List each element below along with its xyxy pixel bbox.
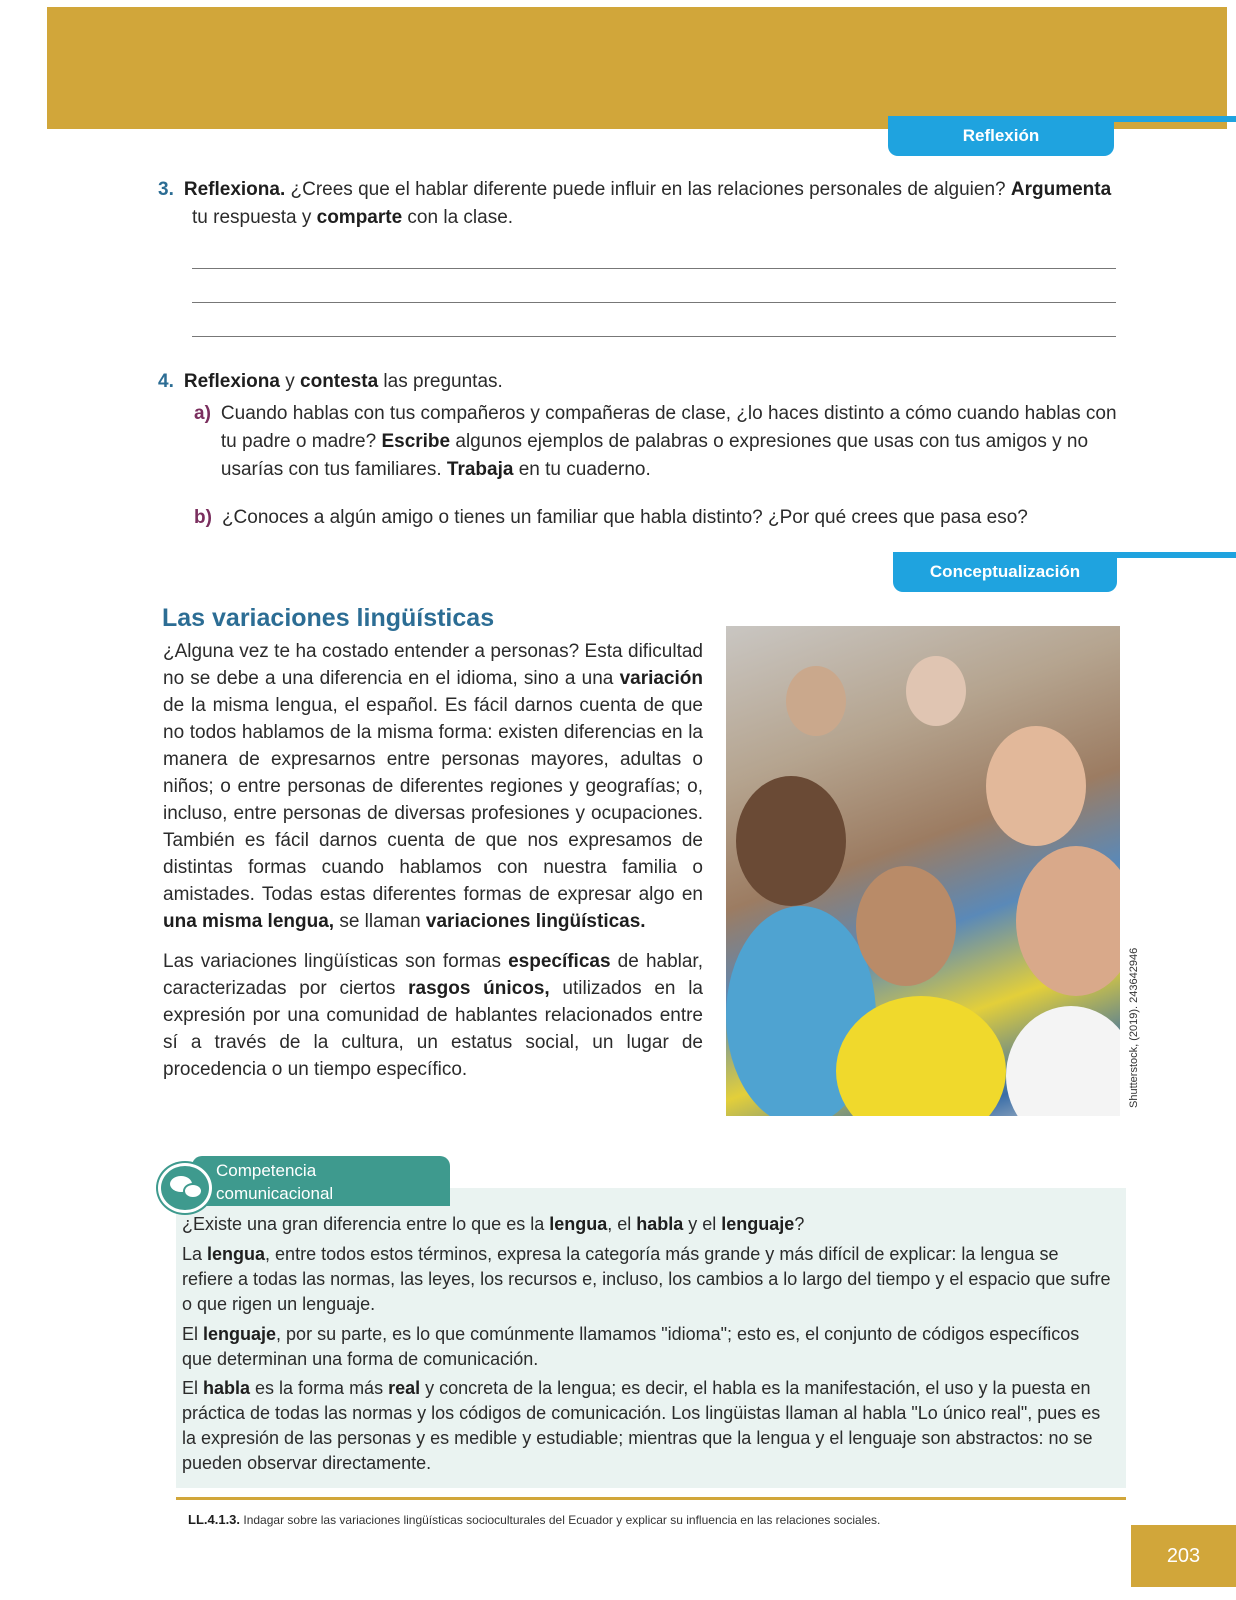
cp4-habla: habla bbox=[203, 1378, 251, 1398]
cp4-text-3: y concreta de la lengua; es decir, el habla es la manifestación, el uso y la puesta en práctica de todas las normas y los códigos de comunicación. Los lingüistas llaman al habla "Lo único real", pues es la expresión de las personas y es medible y estudiable; mientras que la lengua y el lenguaje son abstractos: no se pueden observar directamente. bbox=[182, 1378, 1101, 1473]
p1-text-1: ¿Alguna vez te ha costado entender a personas? Esta dificultad no se debe a una diferencia en el idioma, sino a una bbox=[163, 641, 703, 689]
q3-argumenta: Argumenta bbox=[1010, 179, 1112, 200]
cp4-real: real bbox=[388, 1378, 421, 1398]
q4a-trabaja: Trabaja bbox=[446, 459, 514, 480]
q4a-text-2: algunos ejemplos de palabras o expresiones que usas con tus amigos y no usarías con tus familiares. bbox=[220, 431, 1089, 480]
cp2-text-2: , entre todos estos términos, expresa la categoría más grande y más difícil de explicar: la lengua se refiere a todas las normas, las leyes, los recursos e, incluso, los cambios a lo largo del tiempo y el espacio que sufre o que rigen un lenguaje. bbox=[182, 1244, 1111, 1314]
p2-text-2: de hablar, caracterizadas por ciertos bbox=[163, 951, 703, 999]
reflexion-tab: Reflexión bbox=[888, 116, 1114, 156]
cp2-text-1: La bbox=[182, 1244, 208, 1264]
p2-rasgos-unicos: rasgos únicos, bbox=[408, 978, 550, 999]
p2-especificas: específicas bbox=[508, 951, 611, 972]
cp1-habla: habla bbox=[636, 1214, 684, 1234]
q3-comparte: comparte bbox=[316, 207, 403, 228]
question-4b-text: ¿Conoces a algún amigo o tienes un familiar que habla distinto? ¿Por qué crees que pasa eso? bbox=[221, 507, 1028, 528]
top-color-band bbox=[47, 7, 1227, 129]
competencia-paragraph-1 bbox=[182, 1212, 1112, 1237]
question-4-number: 4. bbox=[158, 371, 174, 392]
question-4a-text bbox=[221, 400, 1120, 484]
competencia-paragraph-2 bbox=[182, 1242, 1112, 1317]
question-4b bbox=[194, 504, 1120, 532]
cp1-lenguaje: lenguaje bbox=[721, 1214, 795, 1234]
section-paragraph-1 bbox=[163, 638, 703, 935]
q3-text-2: tu respuesta y bbox=[192, 207, 317, 228]
curriculum-footnote bbox=[188, 1512, 880, 1527]
q4a-text-1: Cuando hablas con tus compañeros y compañeras de clase, ¿lo haces distinto a cómo cuando hablas con tu padre o madre? bbox=[220, 403, 1117, 452]
competencia-title-1: Competencia bbox=[216, 1161, 317, 1180]
q3-text-3: con la clase. bbox=[402, 207, 514, 228]
competencia-paragraph-4 bbox=[182, 1376, 1112, 1476]
p1-variacion: variación bbox=[619, 668, 703, 689]
answer-line-1[interactable] bbox=[192, 268, 1116, 269]
conceptualizacion-tab-line bbox=[1100, 552, 1236, 558]
p1-una-misma-lengua: una misma lengua, bbox=[163, 911, 335, 932]
p1-text-3: se llaman bbox=[334, 911, 426, 932]
cp1-lengua: lengua bbox=[549, 1214, 608, 1234]
q4a-text-3: en tu cuaderno. bbox=[513, 459, 651, 480]
q3-text: ¿Crees que el hablar diferente puede influir en las relaciones personales de alguien? bbox=[285, 179, 1011, 200]
q4-reflexiona: Reflexiona bbox=[183, 371, 280, 392]
competencia-paragraph-3 bbox=[182, 1322, 1112, 1372]
q4-text: y bbox=[279, 371, 301, 392]
footnote-text: Indagar sobre las variaciones lingüísticas socioculturales del Ecuador y explicar su influencia en las relaciones sociales. bbox=[240, 1513, 881, 1527]
cp1-text-2: , el bbox=[607, 1214, 637, 1234]
q4a-escribe: Escribe bbox=[381, 431, 451, 452]
q3-reflexiona: Reflexiona. bbox=[183, 179, 286, 200]
cp4-text-2: es la forma más bbox=[250, 1378, 389, 1398]
cp3-lenguaje: lenguaje bbox=[203, 1324, 277, 1344]
p2-text-1: Las variaciones lingüísticas son formas bbox=[163, 951, 509, 972]
section-paragraph-2 bbox=[163, 948, 703, 1083]
bottom-rule bbox=[176, 1497, 1126, 1500]
p1-variaciones: variaciones lingüísticas. bbox=[425, 911, 646, 932]
cp1-text-4: ? bbox=[794, 1214, 805, 1234]
question-4a bbox=[194, 400, 1120, 484]
cp1-text-3: y el bbox=[683, 1214, 722, 1234]
question-4a-label: a) bbox=[194, 403, 211, 424]
q4-contesta: contesta bbox=[300, 371, 379, 392]
cp2-lengua: lengua bbox=[207, 1244, 266, 1264]
competencia-title-2: comunicacional bbox=[216, 1184, 334, 1203]
q4-text-2: las preguntas. bbox=[378, 371, 503, 392]
photo-credit: Shutterstock, (2019). 243642946 bbox=[1128, 947, 1140, 1108]
footnote-code: LL.4.1.3. bbox=[188, 1512, 241, 1527]
question-3 bbox=[158, 176, 1120, 232]
question-4b-label: b) bbox=[194, 507, 212, 528]
p2-text-3: utilizados en la expresión por una comunidad de hablantes relacionados entre sí a través de la cultura, un estatus social, un lugar de procedencia o un tiempo específico. bbox=[163, 978, 703, 1080]
cp4-text-1: El bbox=[182, 1378, 204, 1398]
p1-text-2: de la misma lengua, el español. Es fácil darnos cuenta de que no todos hablamos de la misma forma: existen diferencias en la manera de expresarnos entre personas mayores, adultas o niños; o entre personas de diferentes regiones y geografías; o, incluso, entre personas de diversas profesiones y ocupaciones. También es fácil darnos cuenta de que nos expresamos de distintas formas cuando hablamos con nuestra familia o amistades. Todas estas diferentes formas de expresar algo en bbox=[163, 695, 703, 905]
students-raising-hands-photo bbox=[726, 626, 1120, 1116]
answer-line-2[interactable] bbox=[192, 302, 1116, 303]
page-number: 203 bbox=[1131, 1525, 1236, 1587]
conceptualizacion-tab: Conceptualización bbox=[893, 552, 1117, 592]
question-4 bbox=[158, 368, 1120, 396]
cp3-text-2: , por su parte, es lo que comúnmente llamamos "idioma"; esto es, el conjunto de códigos específicos que determinan una forma de comunicación. bbox=[182, 1324, 1080, 1369]
reflexion-tab-line bbox=[1100, 116, 1236, 122]
answer-line-3[interactable] bbox=[192, 336, 1116, 337]
cp3-text-1: El bbox=[182, 1324, 204, 1344]
competencia-title bbox=[216, 1159, 333, 1205]
section-title: Las variaciones lingüísticas bbox=[162, 604, 495, 632]
cp1-text-1: ¿Existe una gran diferencia entre lo que es la bbox=[182, 1214, 550, 1234]
speech-bubble-icon bbox=[158, 1163, 212, 1213]
question-3-number: 3. bbox=[158, 179, 174, 200]
